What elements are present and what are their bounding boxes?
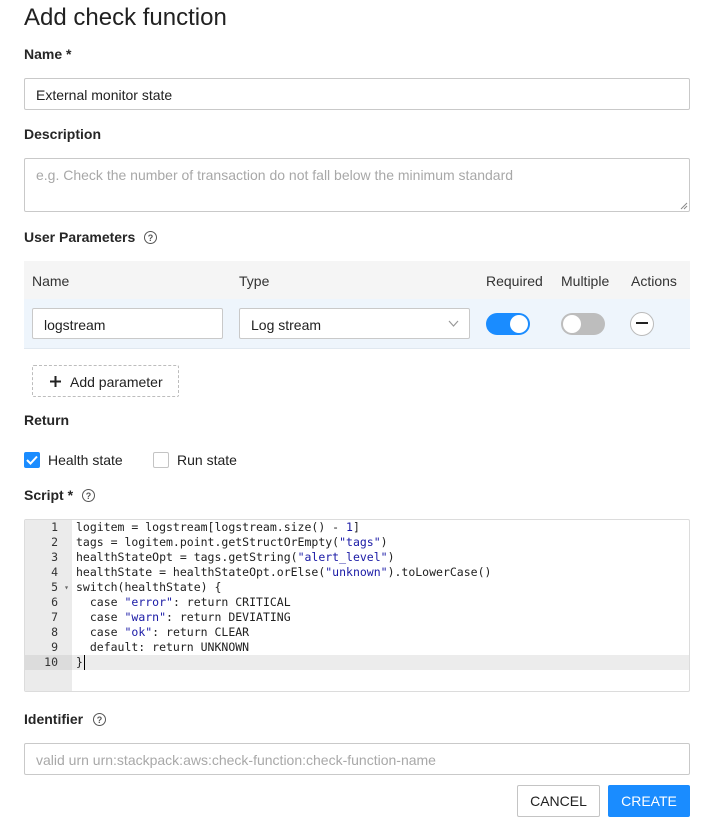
column-header-type: Type (239, 273, 270, 289)
code-line: case "error": return CRITICAL (76, 595, 291, 609)
code-line: case "ok": return CLEAR (76, 625, 250, 639)
remove-parameter-button[interactable] (630, 312, 654, 336)
column-header-multiple: Multiple (561, 273, 610, 289)
param-type-value: Log stream (251, 317, 322, 333)
return-label: Return (24, 412, 70, 428)
fold-arrow-icon: ▾ (64, 583, 69, 592)
line-number: 4 (51, 565, 58, 579)
text-cursor (84, 655, 85, 670)
help-icon[interactable]: ? (144, 231, 157, 244)
help-icon[interactable]: ? (93, 713, 106, 726)
code-line: tags = logitem.point.getStructOrEmpty("tags") (76, 535, 388, 549)
code-line: } (76, 655, 83, 669)
resize-handle-icon[interactable] (680, 202, 688, 210)
minus-icon (636, 322, 648, 325)
name-field[interactable] (24, 78, 690, 110)
line-number: 5 ▾ (51, 580, 69, 594)
description-label: Description (24, 126, 102, 142)
line-number: 8 (51, 625, 58, 639)
health-state-checkbox[interactable] (24, 452, 40, 468)
add-parameter-button[interactable] (32, 365, 179, 397)
param-name-input[interactable] (32, 308, 223, 339)
required-toggle[interactable] (486, 313, 530, 335)
line-number: 6 (51, 595, 58, 609)
create-button[interactable]: CREATE (608, 785, 690, 817)
script-editor[interactable] (24, 519, 690, 692)
help-icon[interactable]: ? (82, 489, 95, 502)
script-label: Script * (24, 487, 74, 503)
description-field[interactable] (24, 158, 690, 212)
column-header-required: Required (486, 273, 543, 289)
code-line: logitem = logstream[logstream.size() - 1] (76, 520, 360, 534)
code-line: healthStateOpt = tags.getString("alert_level") (76, 550, 395, 564)
code-line: healthState = healthStateOpt.orElse("unknown").toLowerCase() (76, 565, 492, 579)
page-title: Add check function (24, 4, 227, 31)
plus-icon (50, 376, 61, 387)
line-number: 9 (51, 640, 58, 654)
code-line: case "warn": return DEVIATING (76, 610, 291, 624)
line-number: 1 (51, 520, 58, 534)
multiple-toggle[interactable] (561, 313, 605, 335)
column-header-name: Name (32, 273, 70, 289)
user-parameters-label: User Parameters (24, 229, 136, 245)
identifier-placeholder: valid urn urn:stackpack:aws:check-function:check-function-name (36, 752, 436, 768)
add-parameter-label: Add parameter (70, 374, 163, 390)
name-label: Name * (24, 46, 72, 62)
line-number: 10 (44, 655, 58, 669)
line-number: 3 (51, 550, 58, 564)
identifier-label: Identifier (24, 711, 84, 727)
health-state-label: Health state (48, 452, 123, 468)
param-type-select[interactable] (239, 308, 470, 339)
editor-gutter (25, 520, 72, 692)
param-name-value: logstream (44, 317, 106, 333)
code-line: default: return UNKNOWN (76, 640, 250, 654)
run-state-checkbox[interactable] (153, 452, 169, 468)
code-area[interactable] (76, 520, 491, 670)
description-placeholder: e.g. Check the number of transaction do not fall below the minimum standard (36, 167, 514, 183)
code-line: switch(healthState) { (76, 580, 222, 594)
run-state-label: Run state (177, 452, 237, 468)
checkmark-icon (26, 455, 38, 465)
line-number: 2 (51, 535, 58, 549)
identifier-field[interactable] (24, 743, 690, 775)
cancel-button[interactable]: CANCEL (517, 785, 600, 817)
params-table-header (24, 261, 690, 299)
line-number: 7 (51, 610, 58, 624)
column-header-actions: Actions (631, 273, 677, 289)
name-field-value: External monitor state (36, 87, 173, 103)
chevron-down-icon (448, 320, 459, 327)
table-row (24, 299, 690, 349)
